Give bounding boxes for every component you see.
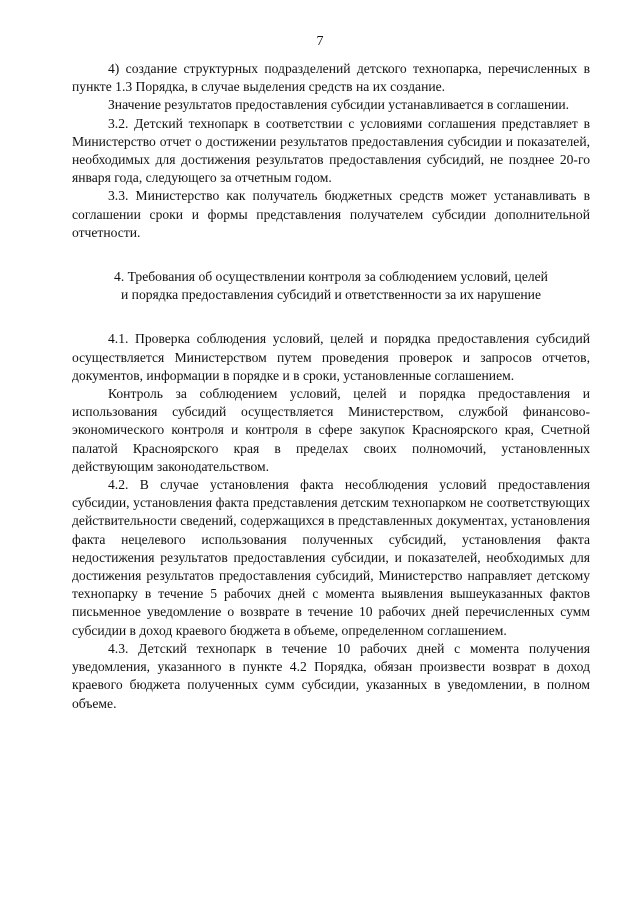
paragraph-result-value: Значение результатов предоставления субсидии устанавливается в соглашении. — [108, 97, 570, 113]
paragraph-3-2: 3.2. Детский технопарк в соответствии с условиями соглашения представляет в Министерство отчет о достижении результатов предоставления субсидии и показателей, необходимых для достижения результатов предоставления субсидий, не позднее 20-го января года, следующего за отчетным годом. — [72, 115, 590, 186]
paragraph-item-4: 4) создание структурных подразделений детского технопарка, перечисленных в пункте 1.3 Порядка, в случае выделения средств на их создание. — [72, 61, 590, 95]
document-body — [72, 60, 590, 713]
section-heading-line-1: 4. Требования об осуществлении контроля за соблюдением условий, целей — [114, 269, 548, 285]
paragraph-4-3: 4.3. Детский технопарк в течение 10 рабочих дней с момента получения уведомления, указанного в пункте 4.2 Порядка, обязан произвести возврат в доход краевого бюджета полученных сумм субсидии, указанных в уведомлении, в полном объеме. — [72, 640, 590, 711]
section-heading-4 — [72, 268, 590, 304]
page-number: 7 — [316, 34, 324, 49]
paragraph-control: Контроль за соблюдением условий, целей и порядка предоставления и использования субсидий осуществляется Министерством, службой финансово-экономического контроля и контроля в сфере закупок Красноярского края, Счетной палатой Красноярского края в пределах своих полномочий, установленных действующим законодательством. — [72, 386, 590, 474]
paragraph-4-2: 4.2. В случае установления факта несоблюдения условий предоставления субсидии, установления факта представления детским технопарком не соответствующих действительности сведений, содержащихся в представленных документах, установления факта нецелевого использования полученных субсидий, установления факта недостижения результатов предоставления субсидии, и показателей, необходимых для достижения результатов предоставления субсидий, Министерство направляет детскому технопарку в течение 5 рабочих дней с момента выявления вышеуказанных фактов письменное уведомление о возврате в течение 10 рабочих дней перечисленных сумм субсидии в доход краевого бюджета в объеме, определенном соглашением. — [72, 477, 590, 638]
paragraph-4-1: 4.1. Проверка соблюдения условий, целей и порядка предоставления субсидий осуществляется Министерством путем проведения проверок и запросов отчетов, документов, информации в порядке и в сроки, установленные соглашением. — [72, 331, 590, 383]
paragraph-3-3: 3.3. Министерство как получатель бюджетных средств может устанавливать в соглашении сроки и формы представления получателем субсидии дополнительной отчетности. — [72, 188, 590, 240]
section-heading-line-2: и порядка предоставления субсидий и ответственности за их нарушение — [121, 287, 541, 303]
